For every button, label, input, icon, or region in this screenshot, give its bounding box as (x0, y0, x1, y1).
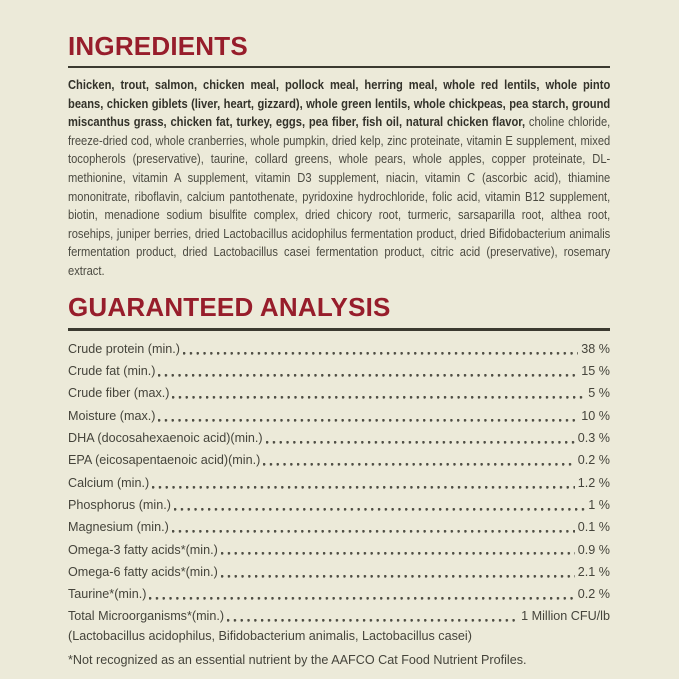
dot-leader (158, 363, 578, 380)
analysis-row-label: Magnesium (min.) (68, 520, 169, 535)
analysis-row-total-microorganisms (68, 603, 610, 625)
analysis-row-value: 2.1 % (577, 564, 610, 579)
dot-leader (263, 452, 575, 469)
analysis-row-calcium (68, 469, 610, 491)
dot-leader (221, 564, 575, 581)
analysis-row-label: Phosphorus (min.) (68, 497, 171, 512)
analysis-row-value: 0.3 % (577, 431, 610, 446)
analysis-row-label: Omega-6 fatty acids*(min.) (68, 564, 218, 579)
analysis-row-label: Total Microorganisms*(min.) (68, 609, 225, 624)
dot-leader (221, 542, 575, 559)
analysis-row-value: 0.2 % (577, 453, 610, 468)
analysis-row-label: Calcium (min.) (68, 475, 150, 490)
ingredients-text-bold: Chicken, trout, salmon, chicken meal, pollock meal, herring meal, whole red lentils, whole pinto beans, chicken giblets (liver, heart, gizzard), whole green lentils, whole chickpeas, pea starch, ground miscanthus grass, chicken fat, turkey, eggs, pea fiber, fish oil, natural chicken flavor, (68, 77, 611, 130)
analysis-row-value: 0.9 % (577, 542, 610, 557)
analysis-row-value: 10 % (581, 408, 610, 423)
analysis-row-label: Crude fiber (max.) (68, 386, 170, 401)
analysis-row-epa (68, 447, 610, 469)
ingredients-divider (68, 66, 610, 68)
analysis-title: GUARANTEED ANALYSIS (68, 291, 391, 322)
ingredients-text-regular: choline chloride, freeze-dried cod, whole cranberries, whole pumpkin, dried kelp, zinc proteinate, vitamin E supplement, mixed tocopherols (preservative), taurine, collard greens, whole pears, whole apples, copper proteinate, DL-methionine, vitamin A supplement, vitamin D3 supplement, niacin, vitamin C (ascorbic acid), thiamine mononitrate, riboflavin, calcium pantothenate, pyridoxine hydrochloride, folic acid, vitamin B12 supplement, biotin, menadione sodium bisulfite complex, dried chicory root, turmeric, sarsaparilla root, althea root, rosehips, juniper berries, dried Lactobacillus acidophilus fermentation product, dried Bifidobacterium animalis fermentation product, dried Lactobacillus casei fermentation product, citric acid (preservative), rosemary extract. (68, 114, 611, 278)
ingredients-section (68, 33, 610, 281)
analysis-row-label: Crude fat (min.) (68, 364, 156, 379)
dot-leader (172, 519, 575, 536)
analysis-row-label: EPA (eicosapentaenoic acid)(min.) (68, 453, 261, 468)
dot-leader (227, 608, 518, 625)
dot-leader (172, 385, 585, 402)
analysis-row-moisture (68, 402, 610, 424)
analysis-row-dha (68, 425, 610, 447)
analysis-divider (68, 328, 610, 331)
dot-leader (183, 341, 578, 358)
analysis-row-value: 0.2 % (577, 587, 610, 602)
analysis-row-taurine (68, 581, 610, 603)
analysis-row-label: Taurine*(min.) (68, 587, 147, 602)
analysis-row-magnesium (68, 514, 610, 536)
aafco-footnote: *Not recognized as an essential nutrient by the AAFCO Cat Food Nutrient Profiles. (68, 652, 527, 667)
dot-leader (152, 475, 575, 492)
analysis-row-phosphorus (68, 492, 610, 514)
ingredients-text (68, 76, 610, 281)
analysis-row-value: 1 Million CFU/lb (521, 609, 610, 624)
dot-leader (174, 497, 585, 514)
ingredients-title: INGREDIENTS (68, 31, 248, 61)
dot-leader (149, 586, 574, 603)
analysis-row-label: Moisture (max.) (68, 408, 156, 423)
analysis-row-value: 5 % (588, 386, 610, 401)
analysis-row-crude-fat (68, 358, 610, 380)
analysis-row-value: 15 % (581, 364, 610, 379)
analysis-row-crude-protein (68, 336, 610, 358)
dot-leader (158, 408, 578, 425)
analysis-row-label: Omega-3 fatty acids*(min.) (68, 542, 218, 557)
analysis-row-value: 0.1 % (577, 520, 610, 535)
analysis-row-value: 38 % (581, 341, 610, 356)
analysis-row-label: DHA (docosahexaenoic acid)(min.) (68, 431, 263, 446)
dot-leader (266, 430, 575, 447)
analysis-row-omega3 (68, 536, 610, 558)
analysis-row-label: Crude protein (min.) (68, 341, 180, 356)
guaranteed-analysis-section (68, 291, 610, 671)
analysis-row-omega6 (68, 559, 610, 581)
analysis-row-value: 1.2 % (577, 475, 610, 490)
analysis-table (68, 336, 610, 626)
analysis-row-value: 1 % (588, 497, 610, 512)
analysis-row-crude-fiber (68, 380, 610, 402)
microorganisms-subnote: (Lactobacillus acidophilus, Bifidobacterium animalis, Lactobacillus casei) (68, 629, 472, 644)
